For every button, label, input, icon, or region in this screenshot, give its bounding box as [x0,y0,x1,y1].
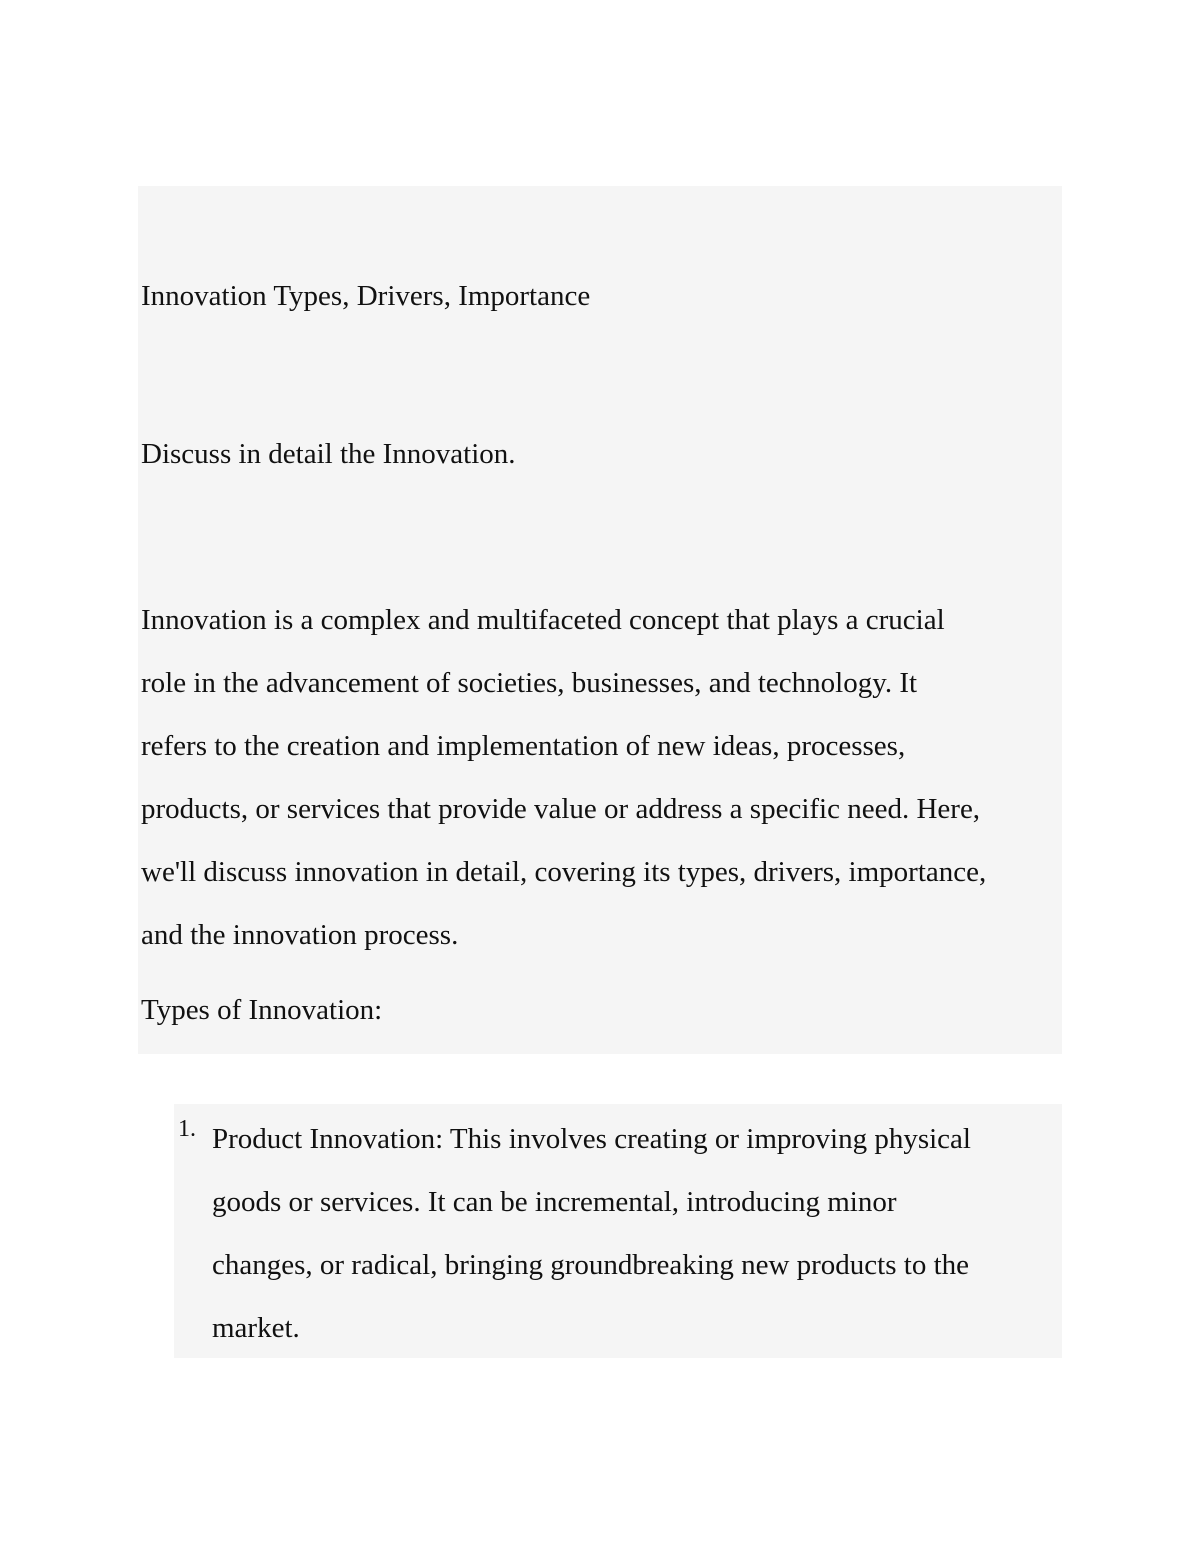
ordered-list [174,1104,1062,1358]
intro-line: and the innovation process. [141,919,459,951]
intro-line: Innovation is a complex and multifaceted concept that plays a crucial [141,604,945,636]
intro-line: role in the advancement of societies, businesses, and technology. It [141,667,918,699]
list-item-line: Product Innovation: This involves creating or improving physical [212,1123,971,1155]
document-title: Innovation Types, Drivers, Importance [141,280,591,312]
document-section-main [138,186,1062,1054]
section-heading-types: Types of Innovation: [141,994,383,1026]
list-item-line: market. [212,1312,300,1344]
intro-line: products, or services that provide value or address a specific need. Here, [141,793,981,825]
list-item-number: 1. [178,1116,196,1142]
intro-line: refers to the creation and implementation of new ideas, processes, [141,730,906,762]
list-item-line: goods or services. It can be incremental, introducing minor [212,1186,897,1218]
list-item-line: changes, or radical, bringing groundbreaking new products to the [212,1249,970,1281]
intro-line: we'll discuss innovation in detail, covering its types, drivers, importance, [141,856,987,888]
intro-paragraph [141,589,1066,967]
list-item-text [212,1108,1052,1360]
document-prompt: Discuss in detail the Innovation. [141,438,516,470]
